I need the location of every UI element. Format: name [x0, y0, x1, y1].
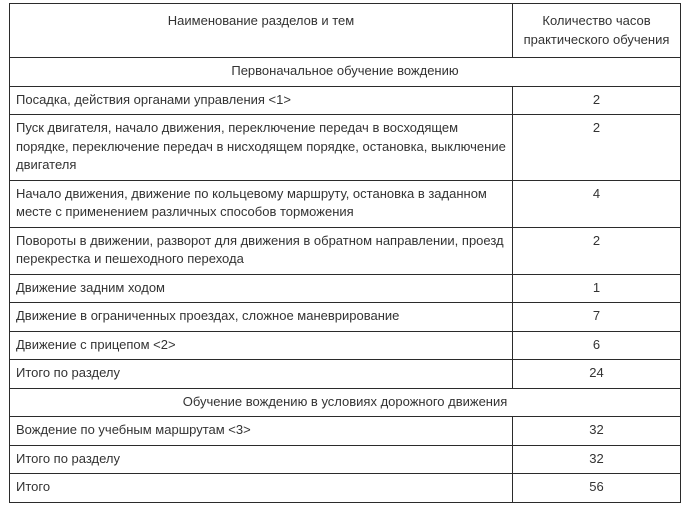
subtotal-row [10, 360, 681, 389]
hours-cell: 2 [513, 86, 681, 115]
topic-name-cell: Вождение по учебным маршрутам <3> [10, 417, 513, 446]
training-hours-table-container [9, 3, 680, 503]
table-row [10, 115, 681, 181]
hours-cell: 7 [513, 303, 681, 332]
hours-cell: 2 [513, 115, 681, 181]
table-row [10, 417, 681, 446]
hours-cell: 4 [513, 180, 681, 227]
table-row [10, 227, 681, 274]
subtotal-row [10, 445, 681, 474]
subtotal-hours: 32 [513, 445, 681, 474]
topic-name-cell: Пуск двигателя, начало движения, переключение передач в восходящем порядке, переключение передач в нисходящем порядке, остановка, выключение двигателя [10, 115, 513, 181]
total-hours: 56 [513, 474, 681, 503]
table-row [10, 86, 681, 115]
table-row [10, 303, 681, 332]
section-title: Обучение вождению в условиях дорожного движения [10, 388, 681, 417]
subtotal-hours: 24 [513, 360, 681, 389]
hours-cell: 32 [513, 417, 681, 446]
topic-name-cell: Начало движения, движение по кольцевому маршруту, остановка в заданном месте с применением различных способов торможения [10, 180, 513, 227]
subtotal-label: Итого по разделу [10, 360, 513, 389]
training-hours-table [9, 3, 681, 503]
section-row [10, 58, 681, 87]
hours-cell: 6 [513, 331, 681, 360]
topic-name-cell: Посадка, действия органами управления <1> [10, 86, 513, 115]
table-row [10, 180, 681, 227]
topic-name-cell: Движение с прицепом <2> [10, 331, 513, 360]
topic-name-cell: Движение задним ходом [10, 274, 513, 303]
hours-cell: 2 [513, 227, 681, 274]
total-row [10, 474, 681, 503]
header-topic-name: Наименование разделов и тем [10, 4, 513, 58]
subtotal-label: Итого по разделу [10, 445, 513, 474]
total-label: Итого [10, 474, 513, 503]
topic-name-cell: Повороты в движении, разворот для движения в обратном направлении, проезд перекрестка и пешеходного перехода [10, 227, 513, 274]
table-row [10, 331, 681, 360]
table-row [10, 274, 681, 303]
table-header-row [10, 4, 681, 58]
section-title: Первоначальное обучение вождению [10, 58, 681, 87]
header-practice-hours: Количество часов практического обучения [513, 4, 681, 58]
topic-name-cell: Движение в ограниченных проездах, сложное маневрирование [10, 303, 513, 332]
section-row [10, 388, 681, 417]
hours-cell: 1 [513, 274, 681, 303]
